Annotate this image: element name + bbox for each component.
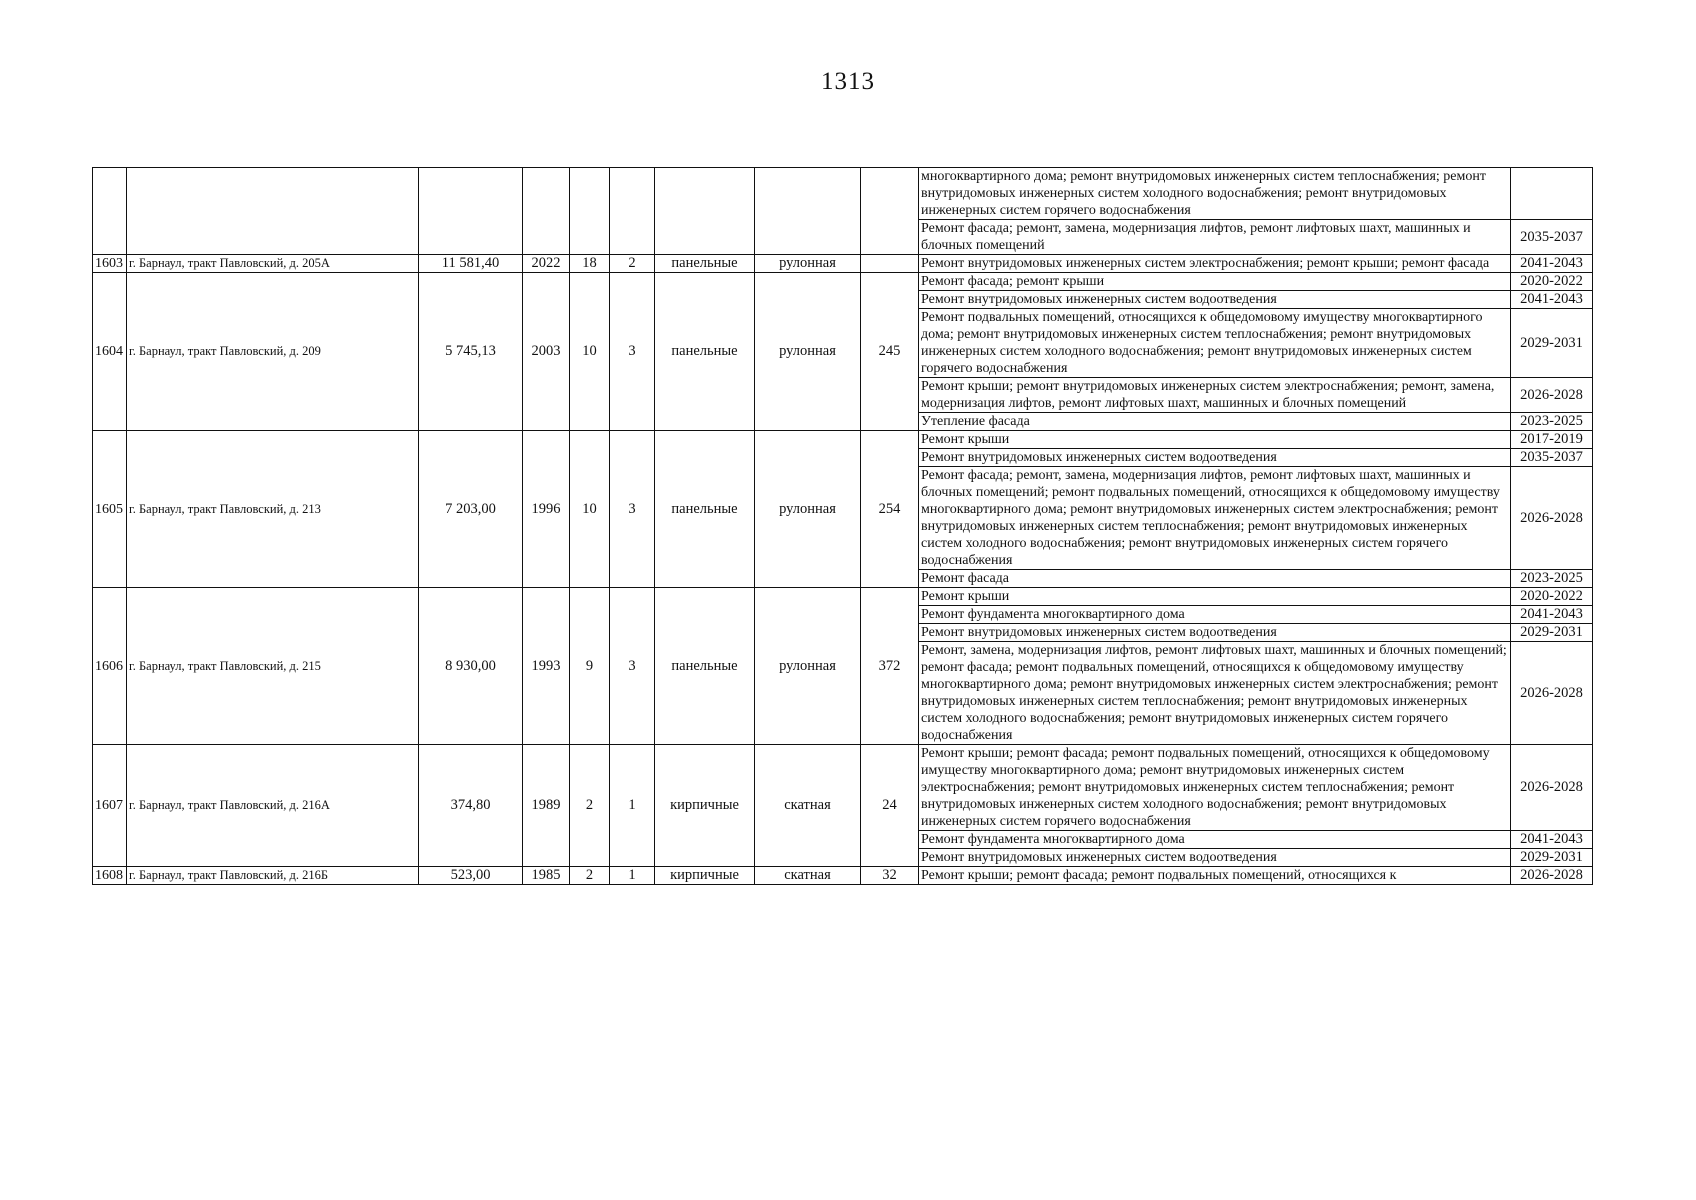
repair-period-cell: 2023-2025 — [1511, 413, 1593, 431]
commissioning-year-cell: 2003 — [523, 273, 570, 431]
repair-period-cell: 2020-2022 — [1511, 273, 1593, 291]
table-row — [93, 431, 1593, 449]
repair-period-cell: 2026-2028 — [1511, 467, 1593, 570]
floors-cell: 18 — [570, 255, 610, 273]
floors-cell: 10 — [570, 431, 610, 588]
apartments-count-cell: 24 — [861, 745, 919, 867]
floors-cell — [570, 168, 610, 255]
repair-period-cell: 2041-2043 — [1511, 291, 1593, 309]
total-area-cell: 8 930,00 — [419, 588, 523, 745]
repair-works-cell: Ремонт крыши; ремонт внутридомовых инженерных систем электроснабжения; ремонт, замена, модернизация лифтов, ремонт лифтовых шахт, машинных и блочных помещений — [919, 378, 1511, 413]
wall-material-cell — [655, 168, 755, 255]
table-row — [93, 273, 1593, 291]
commissioning-year-cell — [523, 168, 570, 255]
repair-works-cell: Ремонт внутридомовых инженерных систем водоотведения — [919, 291, 1511, 309]
repair-works-cell: Ремонт фасада; ремонт, замена, модернизация лифтов, ремонт лифтовых шахт, машинных и блочных помещений — [919, 220, 1511, 255]
repair-period-cell — [1511, 168, 1593, 220]
total-area-cell — [419, 168, 523, 255]
commissioning-year-cell: 1993 — [523, 588, 570, 745]
entrances-cell: 1 — [610, 867, 655, 885]
total-area-cell: 523,00 — [419, 867, 523, 885]
house-number-cell: 1606 — [93, 588, 127, 745]
table-row — [93, 168, 1593, 220]
repair-works-cell: Ремонт крыши — [919, 431, 1511, 449]
apartments-count-cell — [861, 255, 919, 273]
apartments-count-cell: 245 — [861, 273, 919, 431]
repair-works-cell: Ремонт внутридомовых инженерных систем водоотведения — [919, 449, 1511, 467]
roof-type-cell: рулонная — [755, 431, 861, 588]
wall-material-cell: кирпичные — [655, 867, 755, 885]
total-area-cell: 11 581,40 — [419, 255, 523, 273]
repair-period-cell: 2029-2031 — [1511, 849, 1593, 867]
apartments-count-cell: 32 — [861, 867, 919, 885]
page-number: 1313 — [821, 68, 875, 95]
wall-material-cell: панельные — [655, 588, 755, 745]
roof-type-cell: скатная — [755, 745, 861, 867]
floors-cell: 10 — [570, 273, 610, 431]
repair-works-cell: Ремонт крыши; ремонт фасада; ремонт подвальных помещений, относящихся к — [919, 867, 1511, 885]
repair-works-cell: Ремонт крыши; ремонт фасада; ремонт подвальных помещений, относящихся к общедомовому имуществу многоквартирного дома; ремонт внутридомовых инженерных систем электроснабжения; ремонт внутридомовых инженерных систем теплоснабжения; ремонт внутридомовых инженерных систем холодного водоснабжения; ремонт внутридомовых инженерных систем горячего водоснабжения — [919, 745, 1511, 831]
repair-works-cell: Ремонт фасада; ремонт крыши — [919, 273, 1511, 291]
repair-works-cell: Ремонт фундамента многоквартирного дома — [919, 606, 1511, 624]
entrances-cell — [610, 168, 655, 255]
repair-period-cell: 2041-2043 — [1511, 831, 1593, 849]
house-number-cell — [93, 168, 127, 255]
apartments-count-cell — [861, 168, 919, 255]
table-body — [93, 168, 1593, 885]
table-row — [93, 867, 1593, 885]
address-cell: г. Барнаул, тракт Павловский, д. 216А — [127, 745, 419, 867]
apartments-count-cell: 254 — [861, 431, 919, 588]
repair-period-cell: 2023-2025 — [1511, 570, 1593, 588]
repair-works-cell: Ремонт фундамента многоквартирного дома — [919, 831, 1511, 849]
entrances-cell: 3 — [610, 273, 655, 431]
repair-works-cell: Ремонт подвальных помещений, относящихся к общедомовому имуществу многоквартирного дома; ремонт внутридомовых инженерных систем теплоснабжения; ремонт внутридомовых инженерных систем холодного водоснабжения; ремонт внутридомовых инженерных систем горячего водоснабжения — [919, 309, 1511, 378]
house-number-cell: 1608 — [93, 867, 127, 885]
entrances-cell: 3 — [610, 431, 655, 588]
commissioning-year-cell: 2022 — [523, 255, 570, 273]
repair-period-cell: 2041-2043 — [1511, 255, 1593, 273]
entrances-cell: 1 — [610, 745, 655, 867]
repair-works-cell: Ремонт внутридомовых инженерных систем электроснабжения; ремонт крыши; ремонт фасада — [919, 255, 1511, 273]
address-cell — [127, 168, 419, 255]
floors-cell: 2 — [570, 867, 610, 885]
wall-material-cell: кирпичные — [655, 745, 755, 867]
repair-works-cell: Ремонт крыши — [919, 588, 1511, 606]
wall-material-cell: панельные — [655, 431, 755, 588]
floors-cell: 9 — [570, 588, 610, 745]
house-number-cell: 1603 — [93, 255, 127, 273]
roof-type-cell: рулонная — [755, 588, 861, 745]
repair-period-cell: 2029-2031 — [1511, 309, 1593, 378]
table-row — [93, 255, 1593, 273]
roof-type-cell: рулонная — [755, 255, 861, 273]
total-area-cell: 374,80 — [419, 745, 523, 867]
floors-cell: 2 — [570, 745, 610, 867]
entrances-cell: 3 — [610, 588, 655, 745]
house-number-cell: 1604 — [93, 273, 127, 431]
repair-period-cell: 2026-2028 — [1511, 745, 1593, 831]
repair-period-cell: 2026-2028 — [1511, 378, 1593, 413]
repair-works-cell: многоквартирного дома; ремонт внутридомовых инженерных систем теплоснабжения; ремонт внутридомовых инженерных систем холодного водоснабжения; ремонт внутридомовых инженерных систем горячего водоснабжения — [919, 168, 1511, 220]
roof-type-cell — [755, 168, 861, 255]
table-row — [93, 745, 1593, 831]
address-cell: г. Барнаул, тракт Павловский, д. 216Б — [127, 867, 419, 885]
repair-works-cell: Ремонт фасада; ремонт, замена, модернизация лифтов, ремонт лифтовых шахт, машинных и блочных помещений; ремонт подвальных помещений, относящихся к общедомовому имуществу многоквартирного дома; ремонт внутридомовых инженерных систем электроснабжения; ремонт внутридомовых инженерных систем теплоснабжения; ремонт внутридомовых инженерных систем холодного водоснабжения; ремонт внутридомовых инженерных систем горячего водоснабжения — [919, 467, 1511, 570]
roof-type-cell: скатная — [755, 867, 861, 885]
house-number-cell: 1605 — [93, 431, 127, 588]
roof-type-cell: рулонная — [755, 273, 861, 431]
repair-period-cell: 2035-2037 — [1511, 220, 1593, 255]
total-area-cell: 7 203,00 — [419, 431, 523, 588]
repair-period-cell: 2026-2028 — [1511, 867, 1593, 885]
repair-works-cell: Ремонт, замена, модернизация лифтов, ремонт лифтовых шахт, машинных и блочных помещений; ремонт фасада; ремонт подвальных помещений, относящихся к общедомовому имуществу многоквартирного дома; ремонт внутридомовых инженерных систем электроснабжения; ремонт внутридомовых инженерных систем теплоснабжения; ремонт внутридомовых инженерных систем холодного водоснабжения; ремонт внутридомовых инженерных систем горячего водоснабжения — [919, 642, 1511, 745]
table-row — [93, 588, 1593, 606]
capital-repair-table — [92, 167, 1593, 885]
wall-material-cell: панельные — [655, 255, 755, 273]
repair-period-cell: 2026-2028 — [1511, 642, 1593, 745]
apartments-count-cell: 372 — [861, 588, 919, 745]
address-cell: г. Барнаул, тракт Павловский, д. 205А — [127, 255, 419, 273]
repair-works-cell: Ремонт внутридомовых инженерных систем водоотведения — [919, 849, 1511, 867]
address-cell: г. Барнаул, тракт Павловский, д. 213 — [127, 431, 419, 588]
repair-period-cell: 2035-2037 — [1511, 449, 1593, 467]
repair-period-cell: 2017-2019 — [1511, 431, 1593, 449]
address-cell: г. Барнаул, тракт Павловский, д. 209 — [127, 273, 419, 431]
repair-works-cell: Ремонт фасада — [919, 570, 1511, 588]
commissioning-year-cell: 1985 — [523, 867, 570, 885]
repair-period-cell: 2029-2031 — [1511, 624, 1593, 642]
total-area-cell: 5 745,13 — [419, 273, 523, 431]
commissioning-year-cell: 1996 — [523, 431, 570, 588]
repair-works-cell: Утепление фасада — [919, 413, 1511, 431]
wall-material-cell: панельные — [655, 273, 755, 431]
commissioning-year-cell: 1989 — [523, 745, 570, 867]
entrances-cell: 2 — [610, 255, 655, 273]
repair-period-cell: 2020-2022 — [1511, 588, 1593, 606]
repair-works-cell: Ремонт внутридомовых инженерных систем водоотведения — [919, 624, 1511, 642]
repair-period-cell: 2041-2043 — [1511, 606, 1593, 624]
house-number-cell: 1607 — [93, 745, 127, 867]
address-cell: г. Барнаул, тракт Павловский, д. 215 — [127, 588, 419, 745]
